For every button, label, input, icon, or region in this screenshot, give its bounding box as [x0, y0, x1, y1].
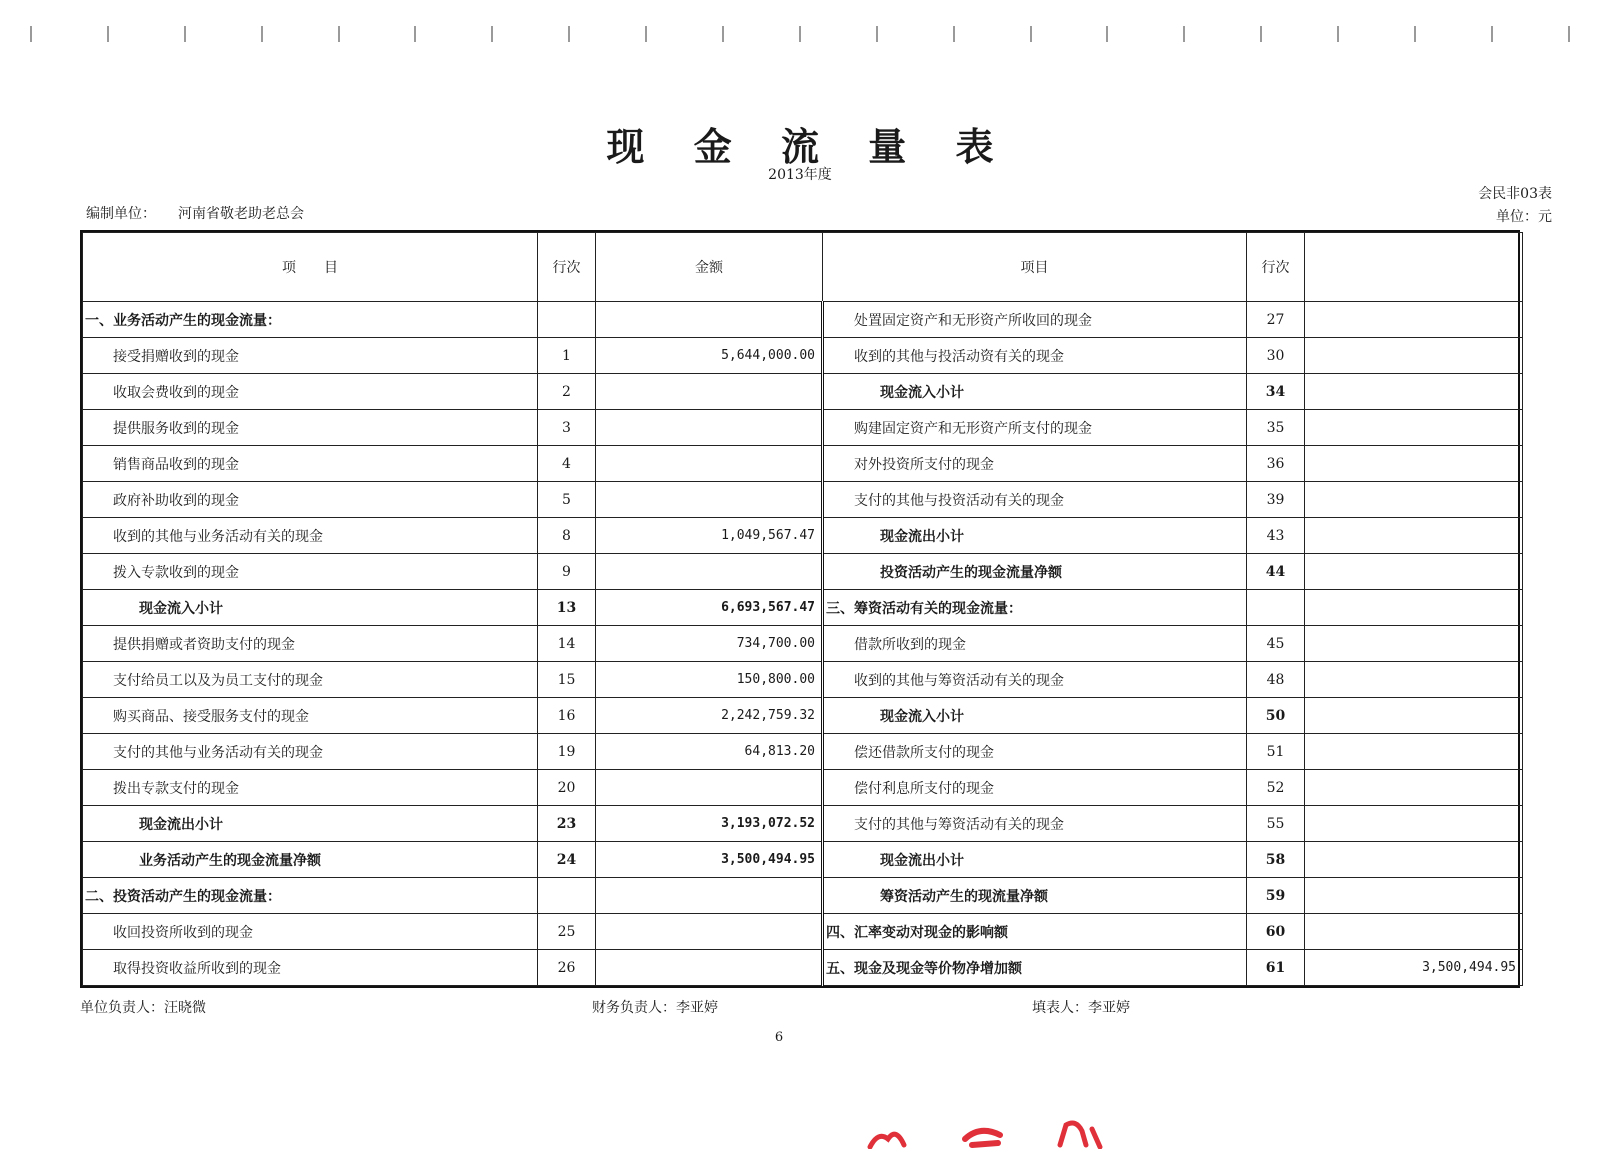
header-item-left: 项 目 — [83, 233, 538, 302]
cash-flow-table — [82, 232, 1523, 986]
item-cell: 购建固定资产和无形资产所支付的现金 — [823, 410, 1247, 446]
amount-cell — [1305, 698, 1523, 734]
item-cell: 现金流出小计 — [823, 842, 1247, 878]
amount-cell: 3,500,494.95 — [596, 842, 823, 878]
amount-cell — [1305, 590, 1523, 626]
table-row — [83, 590, 1523, 626]
item-cell: 现金流入小计 — [823, 374, 1247, 410]
header-amount-left: 金额 — [596, 233, 823, 302]
item-cell: 支付的其他与投资活动有关的现金 — [823, 482, 1247, 518]
item-cell: 支付的其他与筹资活动有关的现金 — [823, 806, 1247, 842]
line-number-cell: 27 — [1247, 302, 1305, 338]
amount-cell: 734,700.00 — [596, 626, 823, 662]
line-number-cell: 24 — [538, 842, 596, 878]
amount-cell — [1305, 806, 1523, 842]
line-number-cell: 52 — [1247, 770, 1305, 806]
amount-cell — [1305, 626, 1523, 662]
table-row — [83, 482, 1523, 518]
table-row — [83, 626, 1523, 662]
table-row — [83, 734, 1523, 770]
amount-cell: 5,644,000.00 — [596, 338, 823, 374]
line-number-cell: 58 — [1247, 842, 1305, 878]
line-number-cell: 23 — [538, 806, 596, 842]
amount-cell — [596, 446, 823, 482]
line-number-cell: 9 — [538, 554, 596, 590]
item-cell: 偿还借款所支付的现金 — [823, 734, 1247, 770]
line-number-cell: 2 — [538, 374, 596, 410]
line-number-cell: 16 — [538, 698, 596, 734]
item-cell: 投资活动产生的现金流量净额 — [823, 554, 1247, 590]
red-seal-stamp-icon — [860, 1109, 1160, 1149]
amount-cell: 64,813.20 — [596, 734, 823, 770]
header-line-left: 行次 — [538, 233, 596, 302]
line-number-cell: 45 — [1247, 626, 1305, 662]
line-number-cell: 61 — [1247, 950, 1305, 986]
amount-cell — [1305, 770, 1523, 806]
item-cell: 拨入专款收到的现金 — [83, 554, 538, 590]
preparer-signature: 填表人：李亚婷 — [1032, 1000, 1130, 1016]
table-row — [83, 662, 1523, 698]
table-row — [83, 770, 1523, 806]
unit-head-signature: 单位负责人：汪晓微 — [80, 1000, 206, 1016]
cash-flow-table-frame — [80, 230, 1520, 988]
amount-cell — [1305, 734, 1523, 770]
item-cell: 支付给员工以及为员工支付的现金 — [83, 662, 538, 698]
item-cell: 拨出专款支付的现金 — [83, 770, 538, 806]
amount-cell — [596, 374, 823, 410]
line-number-cell: 8 — [538, 518, 596, 554]
item-cell: 收取会费收到的现金 — [83, 374, 538, 410]
line-number-cell: 30 — [1247, 338, 1305, 374]
header-item-right: 项目 — [823, 233, 1247, 302]
line-number-cell: 26 — [538, 950, 596, 986]
line-number-cell: 15 — [538, 662, 596, 698]
table-row — [83, 950, 1523, 986]
amount-cell — [1305, 662, 1523, 698]
amount-cell — [596, 302, 823, 338]
amount-cell — [596, 770, 823, 806]
amount-cell — [1305, 878, 1523, 914]
amount-cell — [596, 878, 823, 914]
document-title: 现 金 流 量 表 — [606, 124, 1012, 169]
line-number-cell: 39 — [1247, 482, 1305, 518]
currency-unit: 单位：元 — [1496, 209, 1552, 225]
line-number-cell: 51 — [1247, 734, 1305, 770]
table-row — [83, 914, 1523, 950]
table-row — [83, 374, 1523, 410]
line-number-cell: 48 — [1247, 662, 1305, 698]
item-cell: 现金流出小计 — [823, 518, 1247, 554]
item-cell: 收回投资所收到的现金 — [83, 914, 538, 950]
amount-cell — [1305, 374, 1523, 410]
item-cell: 提供服务收到的现金 — [83, 410, 538, 446]
amount-cell: 1,049,567.47 — [596, 518, 823, 554]
amount-cell — [596, 482, 823, 518]
table-row — [83, 806, 1523, 842]
amount-cell — [1305, 554, 1523, 590]
amount-cell — [1305, 482, 1523, 518]
table-row — [83, 446, 1523, 482]
line-number-cell — [538, 878, 596, 914]
table-row — [83, 518, 1523, 554]
line-number-cell: 4 — [538, 446, 596, 482]
line-number-cell: 36 — [1247, 446, 1305, 482]
amount-cell: 3,500,494.95 — [1305, 950, 1523, 986]
amount-cell — [1305, 842, 1523, 878]
table-header-row — [83, 233, 1523, 302]
item-cell: 提供捐赠或者资助支付的现金 — [83, 626, 538, 662]
item-cell: 接受捐赠收到的现金 — [83, 338, 538, 374]
amount-cell — [1305, 914, 1523, 950]
amount-cell — [1305, 338, 1523, 374]
header-amount-right — [1305, 233, 1523, 302]
line-number-cell: 44 — [1247, 554, 1305, 590]
table-row — [83, 410, 1523, 446]
line-number-cell: 1 — [538, 338, 596, 374]
amount-cell — [1305, 446, 1523, 482]
org-value: 河南省敬老助老总会 — [178, 206, 304, 222]
line-number-cell: 50 — [1247, 698, 1305, 734]
amount-cell: 3,193,072.52 — [596, 806, 823, 842]
line-number-cell: 43 — [1247, 518, 1305, 554]
amount-cell — [596, 410, 823, 446]
line-number-cell: 20 — [538, 770, 596, 806]
item-cell: 现金流入小计 — [823, 698, 1247, 734]
amount-cell — [596, 914, 823, 950]
table-row — [83, 842, 1523, 878]
item-cell: 偿付利息所支付的现金 — [823, 770, 1247, 806]
line-number-cell — [538, 302, 596, 338]
amount-cell — [596, 554, 823, 590]
item-cell: 政府补助收到的现金 — [83, 482, 538, 518]
item-cell: 收到的其他与业务活动有关的现金 — [83, 518, 538, 554]
item-cell: 一、业务活动产生的现金流量： — [83, 302, 538, 338]
item-cell: 三、筹资活动有关的现金流量： — [823, 590, 1247, 626]
table-row — [83, 338, 1523, 374]
org-label: 编制单位： — [86, 206, 156, 222]
item-cell: 收到的其他与投活动资有关的现金 — [823, 338, 1247, 374]
amount-cell — [596, 950, 823, 986]
item-cell: 现金流出小计 — [83, 806, 538, 842]
item-cell: 取得投资收益所收到的现金 — [83, 950, 538, 986]
line-number-cell: 5 — [538, 482, 596, 518]
item-cell: 业务活动产生的现金流量净额 — [83, 842, 538, 878]
item-cell: 销售商品收到的现金 — [83, 446, 538, 482]
table-row — [83, 698, 1523, 734]
item-cell: 筹资活动产生的现流量净额 — [823, 878, 1247, 914]
line-number-cell: 3 — [538, 410, 596, 446]
binding-hole-marks — [30, 22, 1570, 46]
amount-cell — [1305, 518, 1523, 554]
report-year: 2013年度 — [768, 167, 832, 183]
amount-cell: 2,242,759.32 — [596, 698, 823, 734]
page-number: 6 — [774, 1030, 784, 1045]
line-number-cell: 59 — [1247, 878, 1305, 914]
line-number-cell: 34 — [1247, 374, 1305, 410]
amount-cell — [1305, 410, 1523, 446]
item-cell: 购买商品、接受服务支付的现金 — [83, 698, 538, 734]
table-row — [83, 878, 1523, 914]
amount-cell: 6,693,567.47 — [596, 590, 823, 626]
finance-head-signature: 财务负责人：李亚婷 — [592, 1000, 718, 1016]
item-cell: 对外投资所支付的现金 — [823, 446, 1247, 482]
table-row — [83, 302, 1523, 338]
line-number-cell: 55 — [1247, 806, 1305, 842]
item-cell: 现金流入小计 — [83, 590, 538, 626]
table-row — [83, 554, 1523, 590]
preparing-organization — [86, 203, 304, 223]
form-code: 会民非03表 — [1478, 186, 1552, 202]
amount-cell — [1305, 302, 1523, 338]
item-cell: 支付的其他与业务活动有关的现金 — [83, 734, 538, 770]
line-number-cell: 13 — [538, 590, 596, 626]
line-number-cell: 60 — [1247, 914, 1305, 950]
item-cell: 借款所收到的现金 — [823, 626, 1247, 662]
item-cell: 处置固定资产和无形资产所收回的现金 — [823, 302, 1247, 338]
item-cell: 二、投资活动产生的现金流量： — [83, 878, 538, 914]
amount-cell: 150,800.00 — [596, 662, 823, 698]
line-number-cell: 14 — [538, 626, 596, 662]
header-line-right: 行次 — [1247, 233, 1305, 302]
line-number-cell: 25 — [538, 914, 596, 950]
line-number-cell: 35 — [1247, 410, 1305, 446]
item-cell: 收到的其他与筹资活动有关的现金 — [823, 662, 1247, 698]
item-cell: 四、汇率变动对现金的影响额 — [823, 914, 1247, 950]
item-cell: 五、现金及现金等价物净增加额 — [823, 950, 1247, 986]
line-number-cell — [1247, 590, 1305, 626]
line-number-cell: 19 — [538, 734, 596, 770]
